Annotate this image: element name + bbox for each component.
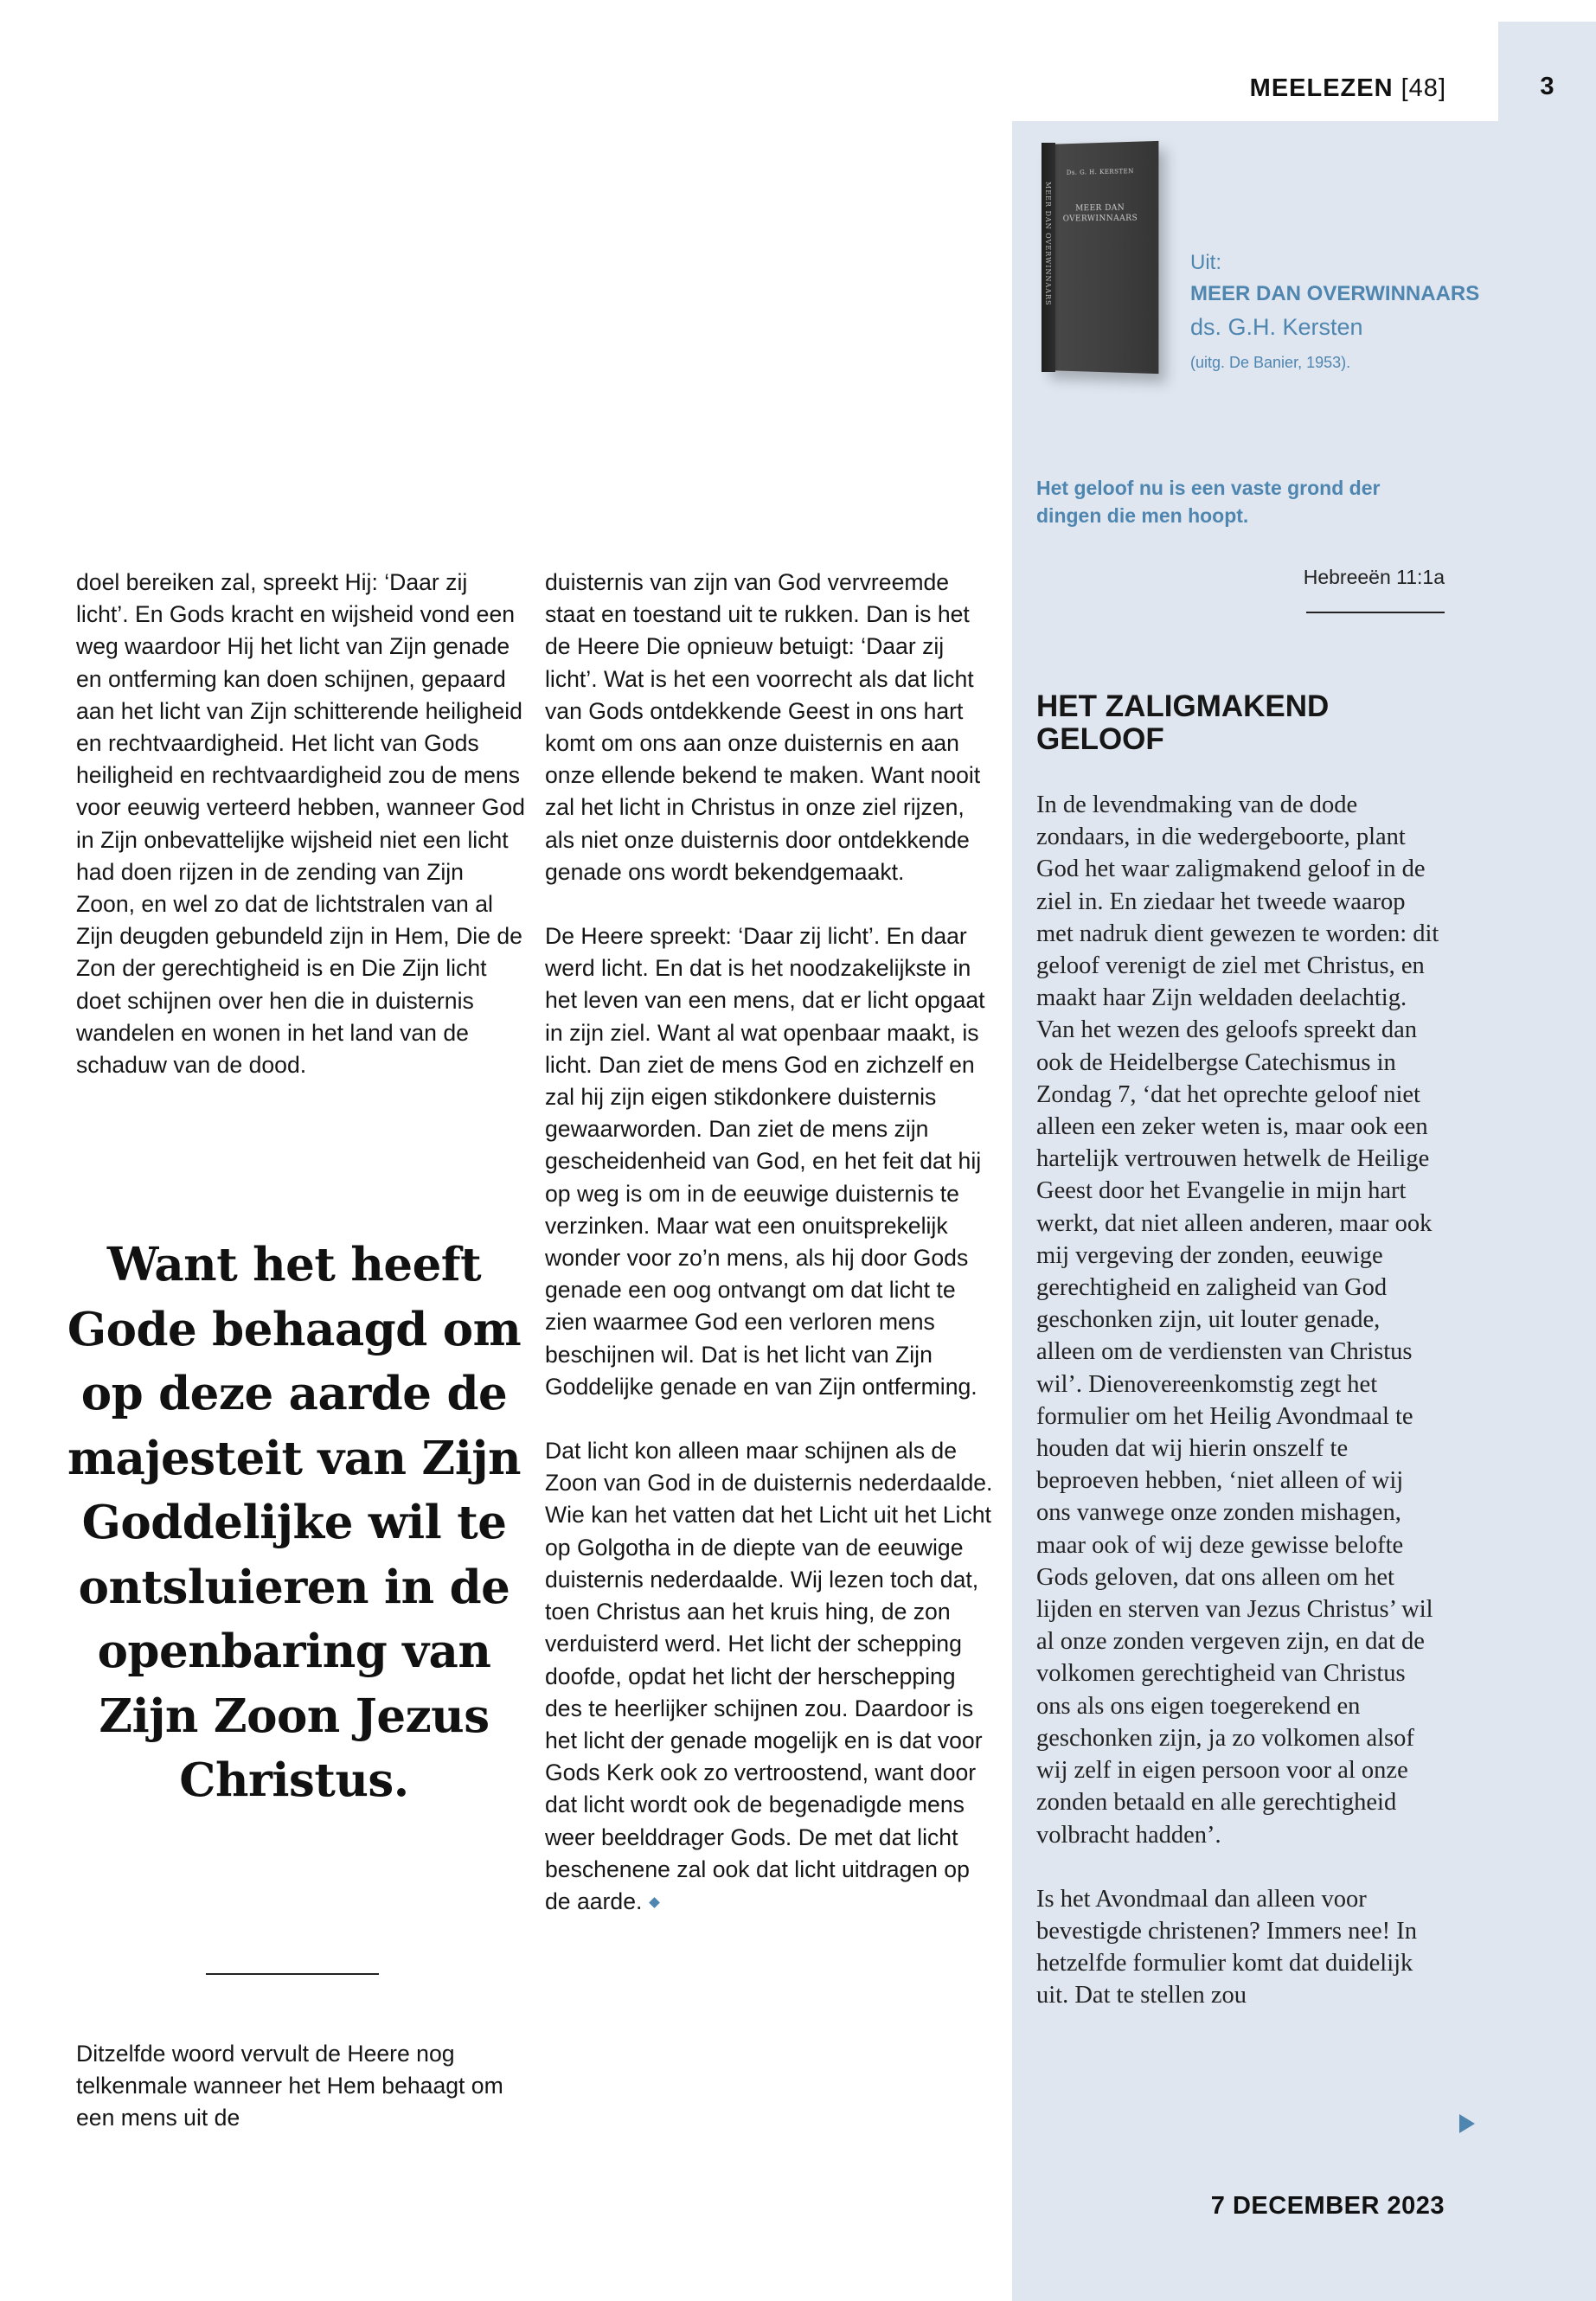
book-cover-title: MEER DAN OVERWINNAARS (1062, 203, 1138, 224)
source-author: ds. G.H. Kersten (1190, 314, 1363, 340)
body-paragraph: De Heere spreekt: ‘Daar zij licht’. En daar werd licht. En dat is het noodzakelijkste in het leven van een mens, dat er licht opgaat in zijn ziel. Want al wat openbaar maakt, is licht. Dan ziet de mens God en zichzelf en zal hij zijn eigen stikdonkere duisternis gewaarworden. Dan ziet de mens zijn gescheidenheid van God, en het feit dat hij op weg is om in de eeuwige duisternis te verzinken. Maar wat een onuitsprekelijk wonder voor zo’n mens, als hij door Gods genade een oog ontvangt om dat licht te zien waarmee God een verloren mens beschijnen wil. Dat is het licht van Zijn Goddelijke genade en van Zijn ontferming. (545, 923, 985, 1400)
source-from-label: Uit: (1190, 251, 1221, 274)
book-spine-title: MEER DAN OVERWINNAARS (1044, 182, 1052, 306)
sidebar-heading: HET ZALIGMAKEND GELOOF (1036, 689, 1330, 756)
verse-text: Het geloof nu is een vaste grond der dingen die men hoopt. (1036, 477, 1381, 527)
column-1 (76, 567, 526, 1113)
page-number: 3 (1540, 73, 1554, 100)
page-tab (1498, 22, 1596, 2301)
issue-number: [48] (1401, 74, 1446, 102)
source-title: MEER DAN OVERWINNAARS (1190, 282, 1480, 305)
end-mark-icon (650, 1898, 661, 1909)
body-paragraph: Ditzelfde woord vervult de Heere nog telkenmale wanneer het Hem behaagt om een mens uit de (76, 2041, 503, 2131)
body-paragraph: doel bereiken zal, spreekt Hij: ‘Daar zij licht’. En Gods kracht en wijsheid vond een weg waardoor Hij het licht van Zijn genade en ontferming kan doen schijnen, gepaard aan het licht van Zijn schitterende heiligheid en rechtvaardigheid. Het licht van Gods heiligheid en rechtvaardigheid zou de mens voor eeuwig verteerd hebben, wanneer God in Zijn onbevattelijke wijsheid niet een licht had doen rijzen in de zending van Zijn Zoon, en wel zo dat de lichtstralen van al Zijn deugden gebundeld zijn in Hem, Die de Zon der gerechtigheid is en Die Zijn licht doet schijnen over hen die in duisternis wandelen en wonen in het land van de schaduw van de dood. (76, 569, 525, 1079)
body-paragraph (545, 1435, 995, 1918)
continue-arrow-icon (1459, 2114, 1475, 2133)
divider (206, 1973, 379, 1975)
source-publisher: (uitg. De Banier, 1953). (1190, 354, 1351, 371)
sidebar-body (1036, 789, 1443, 2012)
sidebar-paragraph: In de levendmaking van de dode zondaars, in die wedergeboorte, plant God het waar zaligmakend geloof in de ziel in. En ziedaar het tweede waarop met nadruk dient gewezen te worden: dit geloof verenigt de ziel met Christus, en maakt haar Zijn weldaden deelachtig. Van het wezen des geloofs spreekt dan ook de Heidelbergse Catechismus in Zondag 7, ‘dat het oprechte geloof niet alleen een zeker weten is, maar ook een hartelijk vertrouwen hetwelk de Heilige Geest door het Evangelie in mijn hart werkt, dat niet alleen anderen, maar ook mij vergeving der zonden, eeuwige gerechtigheid en zaligheid van God geschonken zijn, uit louter genade, alleen om de verdiensten van Christus wil’. Dienovereenkomstig zegt het formulier om het Heilig Avondmaal te houden dat wij hierin onszelf te beproeven hebben, ‘niet alleen of wij ons vanwege onze zonden mishagen, maar ook of wij deze gewisse belofte Gods geloven, dat ons alleen om het lijden en sterven van Jezus Christus’ wil al onze zonden vergeven zijn, en dat de volkomen gerechtigheid van Christus ons als ons eigen toegerekend en geschonken zijn, ja zo volkomen alsof wij zelf in eigen persoon voor al onze zonden betaald en alle gerechtigheid volbracht hadden’. (1036, 792, 1439, 1849)
book-source (1190, 247, 1479, 377)
body-paragraph: duisternis van zijn van God vervreemde staat en toestand uit te rukken. Dan is het de Heere Die opnieuw betuigt: ‘Daar zij licht’. Wat is het een voorrecht als dat licht van Gods ontdekkende Geest in ons hart komt om ons aan onze duisternis en aan onze ellende bekend te maken. Want nooit zal het licht in Christus in onze ziel rijzen, als niet onze duisternis door ontdekkende genade ons wordt bekendgemaakt. (545, 569, 981, 885)
section-header (1038, 74, 1446, 103)
book-cover-image (1043, 141, 1159, 374)
body-paragraph-text: Dat licht kon alleen maar schijnen als de Zoon van God in de duisternis nederdaalde. Wie kan het vatten dat het Licht uit het Licht op Golgotha in de diepte van de eeuwige duisternis nederdaalde. Wij lezen toch dat, toen Christus aan het kruis hing, de zon verduisterd werd. Het licht der schepping doofde, opdat het licht der herschepping des te heerlijker schijnen zou. Daardoor is het licht der genade mogelijk en is dat voor Gods Kerk ook zo vertroostend, want door dat licht wordt ook de begenadigde mens weer beelddrager Gods. De met dat licht beschenene zal ook dat licht uitdragen op de aarde. (545, 1438, 993, 1914)
column-2 (545, 567, 995, 1950)
sidebar-paragraph: Is het Avondmaal dan alleen voor bevestigde christenen? Immers nee! In hetzelfde formulier komt dat duidelijk uit. Dat te stellen zou (1036, 1885, 1417, 2009)
book-cover-author: Ds. G. H. KERSTEN (1066, 168, 1134, 176)
divider (1306, 612, 1445, 613)
column-1-continued (76, 2038, 526, 2167)
pull-quote: Want het heeft Gode behaagd om op deze aarde de majesteit van Zijn Goddelijke wil te ontsluieren in de openbaring van Zijn Zoon Jezus Christus. (67, 1238, 522, 1807)
section-name: MEELEZEN (1249, 74, 1394, 102)
issue-date: 7 DECEMBER 2023 (1210, 2192, 1445, 2220)
verse-reference: Hebreeën 11:1a (1303, 566, 1445, 588)
